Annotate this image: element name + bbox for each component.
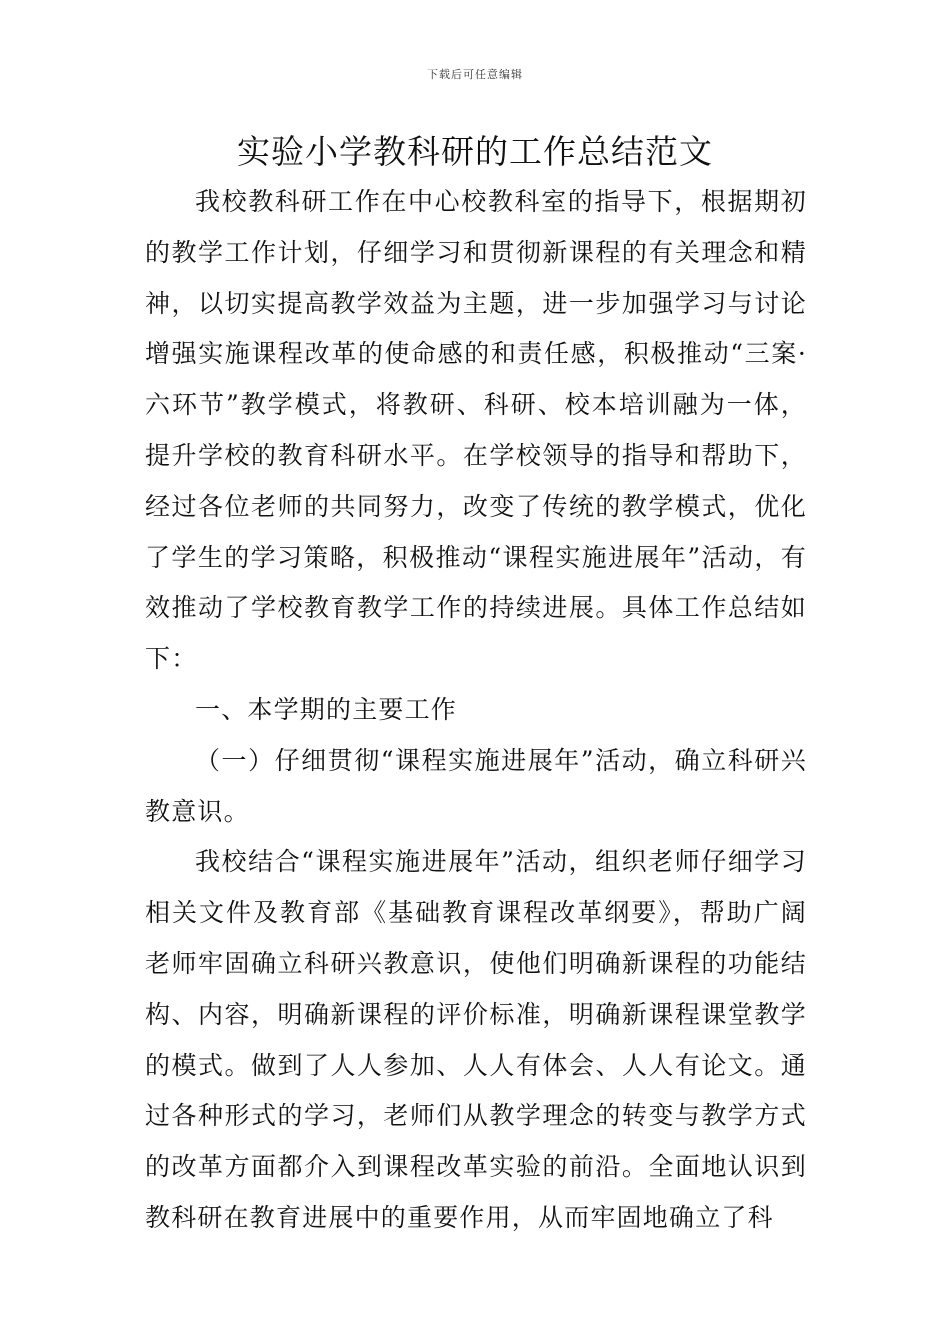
header-note: 下载后可任意编辑 [427,68,523,81]
document-body [145,177,807,1244]
intro-paragraph: 我校教科研工作在中心校教科室的指导下，根据期初的教学工作计划，仔细学习和贯彻新课程的有关理念和精神，以切实提高教学效益为主题，进一步加强学习与讨论增强实施课程改革的使命感的和责任感，积极推动“三案·六环节”教学模式，将教研、科研、校本培训融为一体，提升学校的教育科研水平。在学校领导的指导和帮助下，经过各位老师的共同努力，改变了传统的教学模式，优化了学生的学习策略，积极推动“课程实施进展年”活动，有效推动了学校教育教学工作的持续进展。具体工作总结如下： [145,187,807,674]
subsection-heading: （一）仔细贯彻“课程实施进展年”活动，确立科研兴教意识。 [145,745,807,826]
section-heading: 一、本学期的主要工作 [195,694,458,724]
body-paragraph: 我校结合“课程实施进展年”活动，组织老师仔细学习相关文件及教育部《基础教育课程改革纲要》，帮助广阔老师牢固确立科研兴教意识，使他们明确新课程的功能结构、内容，明确新课程的评价标准，明确新课程课堂教学的模式。做到了人人参加、人人有体会、人人有论文。通过各种形式的学习，老师们从教学理念的转变与教学方式的改革方面都介入到课程改革实验的前沿。全面地认识到教科研在教育进展中的重要作用，从而牢固地确立了科 [145,847,807,1232]
document-title: 实验小学教科研的工作总结范文 [237,132,713,171]
